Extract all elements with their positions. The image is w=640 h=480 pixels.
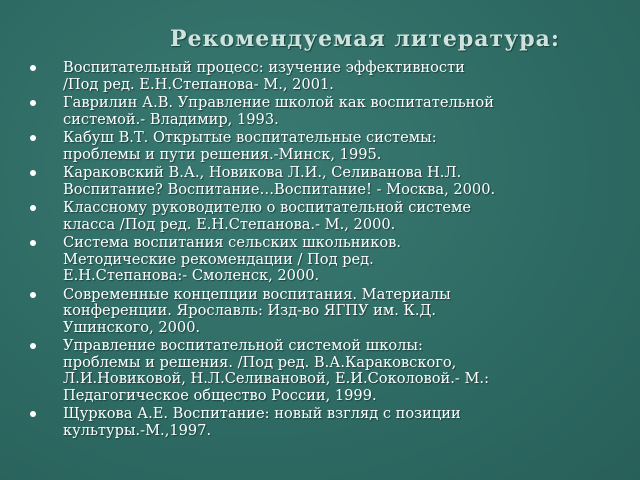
list-item [0, 95, 640, 128]
bullet-icon [30, 205, 36, 211]
list-item-text: Караковский В.А., Новикова Л.И., Селиванова Н.Л. Воспитание? Воспитание…Воспитание! - Москва, 2000. [63, 164, 496, 198]
slide-title: Рекомендуемая литература: [170, 26, 560, 52]
list-item-text: Управление воспитательной системой школы: проблемы и решения. /Под ред. В.А.Караковского, Л.И.Новиковой, Н.Л.Селивановой, Е.И.Соколовой.- М.: Педагогическое общество России, 1999. [63, 337, 489, 404]
list-item-text: Щуркова А.Е. Воспитание: новый взгляд с позиции культуры.-М.,1997. [63, 405, 461, 439]
list-item-text: Система воспитания сельских школьников. Методические рекомендации / Под ред. Е.Н.Степанова:- Смоленск, 2000. [63, 234, 401, 284]
list-item [0, 200, 640, 233]
list-item [0, 287, 640, 337]
list-item [0, 165, 640, 198]
bullet-icon [30, 170, 36, 176]
bullet-icon [30, 292, 36, 298]
bullet-icon [30, 240, 36, 246]
list-item [0, 235, 640, 285]
list-item-text: Воспитательный процесс: изучение эффективности /Под ред. Е.Н.Степанова- М., 2001. [63, 59, 465, 93]
bullet-icon [30, 65, 36, 71]
bullet-icon [30, 135, 36, 141]
list-item-text: Современные концепции воспитания. Материалы конференции. Ярославль: Изд-во ЯГПУ им. К.Д. Ушинского, 2000. [63, 285, 451, 336]
list-item [0, 338, 640, 404]
list-item-text: Классному руководителю о воспитательной системе класса /Под ред. Е.Н.Степанова.- М., 2000. [63, 199, 471, 233]
list-item-text: Кабуш В.Т. Открытые воспитательные системы: проблемы и пути решения.-Минск, 1995. [63, 129, 437, 163]
bullet-icon [30, 100, 36, 106]
bibliography-list [0, 60, 640, 441]
list-item [0, 60, 640, 93]
list-item [0, 406, 640, 439]
list-item [0, 130, 640, 163]
bullet-icon [30, 411, 36, 417]
bullet-icon [30, 343, 36, 349]
list-item-text: Гаврилин А.В. Управление школой как воспитательной системой.- Владимир, 1993. [63, 94, 494, 128]
